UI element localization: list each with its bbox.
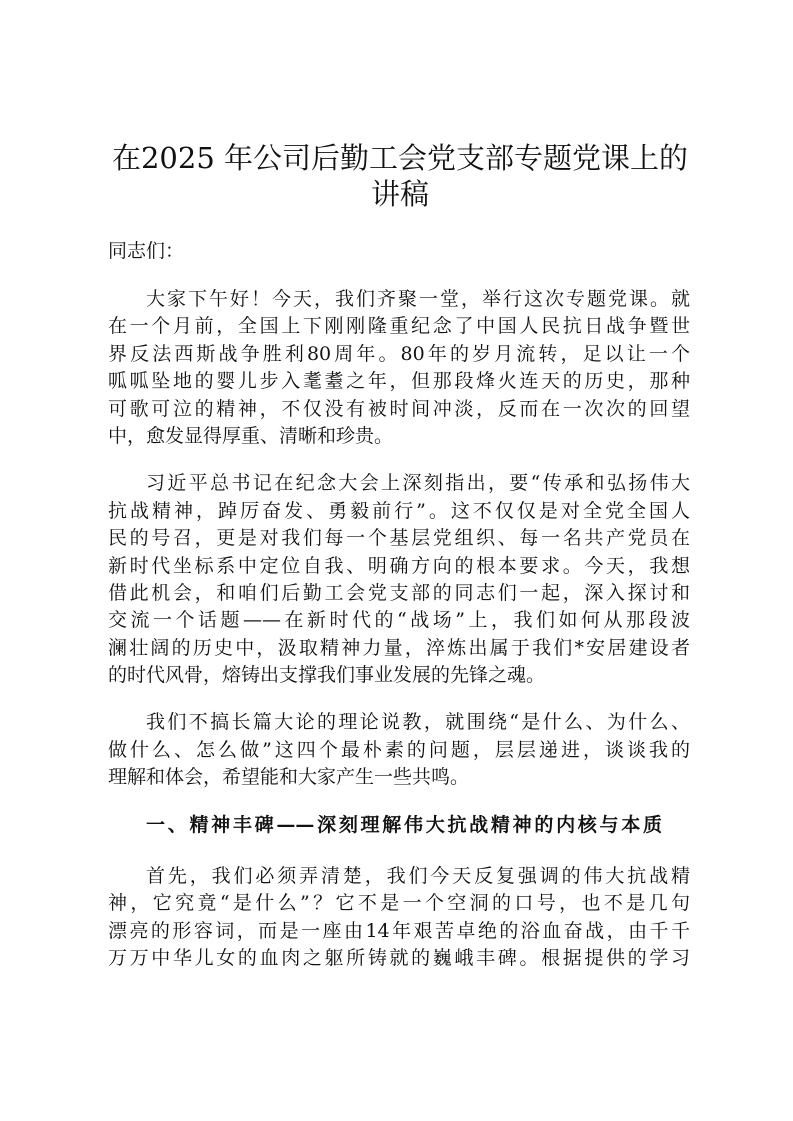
text-line: 理解和体会，希望能和大家产生一些共鸣。 xyxy=(108,766,470,789)
text-line: 借此机会，和咱们后勤工会党支部的同志们一起，深入探讨和 xyxy=(108,581,690,604)
title-line: 在2025 年公司后勤工会党支部专题党课上的 xyxy=(111,141,689,175)
text-line: 做什么、怎么做”这四个最朴素的问题，层层递进，谈谈我的 xyxy=(108,738,690,761)
paragraph xyxy=(108,709,690,791)
text-line: 漂亮的形容词，而是一座由14年艰苦卓绝的浴血奋战，由千千 xyxy=(108,919,690,942)
text-line: 新时代坐标系中定位自我、明确方向的根本要求。今天，我想 xyxy=(108,554,690,577)
greeting: 同志们： xyxy=(108,240,185,262)
text-line: 可歌可泣的精神，不仅没有被时间冲淡，反而在一次次的回望 xyxy=(108,397,690,420)
section-heading: 一、精神丰碑——深刻理解伟大抗战精神的内核与本质 xyxy=(146,813,662,836)
text-line: 的时代风骨，熔铸出支撑我们事业发展的先锋之魂。 xyxy=(108,664,546,687)
paragraph xyxy=(108,286,690,450)
paragraph xyxy=(108,863,690,973)
text-line: 我们不搞长篇大论的理论说教，就围绕“是什么、为什么、 xyxy=(146,711,690,734)
document-title xyxy=(100,140,700,212)
paragraph xyxy=(108,470,690,689)
text-line: 交流一个话题——在新时代的“战场”上，我们如何从那段波 xyxy=(108,609,690,632)
text-line: 首先，我们必须弄清楚，我们今天反复强调的伟大抗战精 xyxy=(146,865,690,888)
title-line: 讲稿 xyxy=(370,177,429,211)
text-line: 在一个月前，全国上下刚刚隆重纪念了中国人民抗日战争暨世 xyxy=(108,315,690,338)
text-line: 澜壮阔的历史中，汲取精神力量，淬炼出属于我们*安居建设者 xyxy=(108,636,690,659)
text-line: 神，它究竟“是什么”？它不是一个空洞的口号，也不是几句 xyxy=(108,892,690,915)
text-line: 万万中华儿女的血肉之躯所铸就的巍峨丰碑。根据提供的学习 xyxy=(108,947,690,970)
document-body xyxy=(108,286,690,993)
text-line: 呱呱坠地的婴儿步入耄耋之年，但那段烽火连天的历史，那种 xyxy=(108,370,690,393)
text-line: 抗战精神，踔厉奋发、勇毅前行”。这不仅仅是对全党全国人 xyxy=(108,499,690,522)
text-line: 中，愈发显得厚重、清晰和珍贵。 xyxy=(108,424,394,447)
text-line: 民的号召，更是对我们每一个基层党组织、每一名共产党员在 xyxy=(108,527,690,550)
text-line: 界反法西斯战争胜利80周年。80年的岁月流转，足以让一个 xyxy=(108,342,690,365)
text-line: 习近平总书记在纪念大会上深刻指出，要“传承和弘扬伟大 xyxy=(146,472,690,495)
text-line: 大家下午好！今天，我们齐聚一堂，举行这次专题党课。就 xyxy=(146,288,690,310)
